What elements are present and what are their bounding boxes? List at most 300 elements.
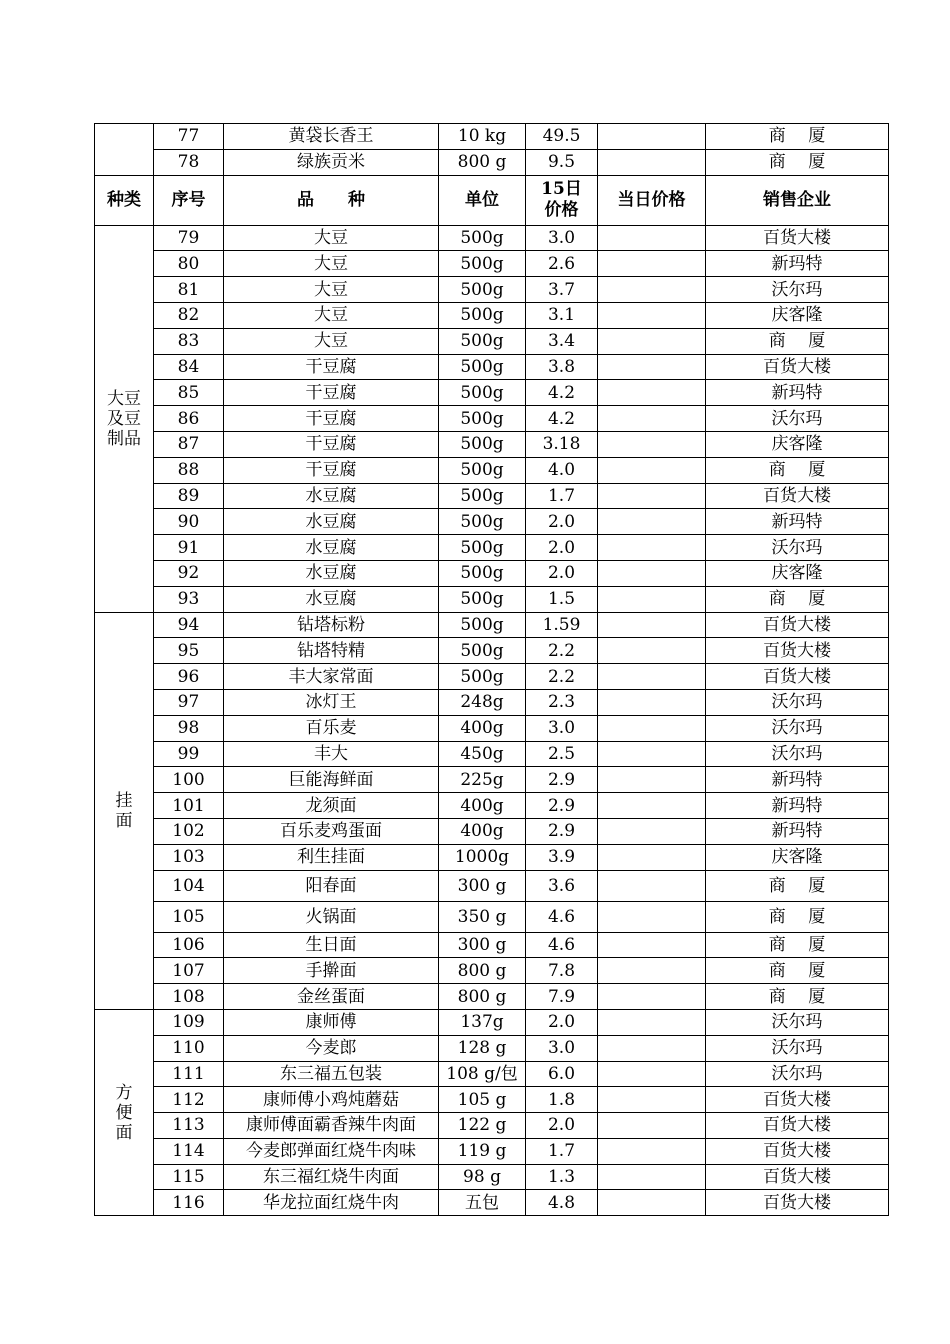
today-price [598, 149, 706, 175]
today-price [598, 870, 706, 901]
item-unit: 500g [439, 380, 526, 406]
item-name: 黄袋长香王 [224, 124, 439, 150]
price-15: 2.0 [526, 560, 598, 586]
table-row [95, 844, 889, 870]
price-15: 1.3 [526, 1164, 598, 1190]
price-15: 4.6 [526, 932, 598, 958]
row-number: 88 [154, 457, 224, 483]
row-number: 114 [154, 1138, 224, 1164]
item-name: 水豆腐 [224, 509, 439, 535]
item-unit: 500g [439, 302, 526, 328]
category-label-char: 面 [115, 810, 133, 831]
table-row [95, 354, 889, 380]
table-row [95, 251, 889, 277]
row-number: 91 [154, 535, 224, 561]
row-number: 98 [154, 715, 224, 741]
price-15: 2.6 [526, 251, 598, 277]
seller: 百货大楼 [706, 664, 889, 690]
item-unit: 500g [439, 354, 526, 380]
header-price-15-line2: 价格 [544, 200, 579, 221]
item-unit: 800 g [439, 149, 526, 175]
price-15: 2.5 [526, 741, 598, 767]
price-15: 3.7 [526, 277, 598, 303]
price-15: 3.8 [526, 354, 598, 380]
table-row [95, 1138, 889, 1164]
item-unit: 五包 [439, 1190, 526, 1216]
table-row [95, 1035, 889, 1061]
category-label-line: 制品 [107, 428, 141, 449]
row-number: 103 [154, 844, 224, 870]
table-row [95, 638, 889, 664]
table-row [95, 406, 889, 432]
item-unit: 98 g [439, 1164, 526, 1190]
item-unit: 225g [439, 767, 526, 793]
seller: 沃尔玛 [706, 689, 889, 715]
today-price [598, 1009, 706, 1035]
price-15: 7.8 [526, 958, 598, 984]
row-number: 90 [154, 509, 224, 535]
seller: 百货大楼 [706, 638, 889, 664]
today-price [598, 715, 706, 741]
item-name: 康师傅面霸香辣牛肉面 [224, 1113, 439, 1139]
item-unit: 500g [439, 509, 526, 535]
item-unit: 500g [439, 535, 526, 561]
item-name: 生日面 [224, 932, 439, 958]
price-15: 3.1 [526, 302, 598, 328]
table-row [95, 535, 889, 561]
item-unit: 400g [439, 793, 526, 819]
today-price [598, 354, 706, 380]
price-15: 3.0 [526, 1035, 598, 1061]
row-number: 89 [154, 483, 224, 509]
price-15: 1.5 [526, 586, 598, 612]
seller: 庆客隆 [706, 302, 889, 328]
price-15: 2.9 [526, 818, 598, 844]
item-unit: 500g [439, 586, 526, 612]
row-number: 105 [154, 901, 224, 932]
table-row [95, 1087, 889, 1113]
price-15: 2.9 [526, 793, 598, 819]
table-row [95, 277, 889, 303]
today-price [598, 483, 706, 509]
item-name: 康师傅小鸡炖蘑菇 [224, 1087, 439, 1113]
item-unit: 500g [439, 251, 526, 277]
item-name: 绿族贡米 [224, 149, 439, 175]
price-15: 49.5 [526, 124, 598, 150]
item-name: 今麦郎弹面红烧牛肉味 [224, 1138, 439, 1164]
row-number: 86 [154, 406, 224, 432]
seller: 新玛特 [706, 509, 889, 535]
row-number: 80 [154, 251, 224, 277]
item-name: 龙须面 [224, 793, 439, 819]
item-unit: 122 g [439, 1113, 526, 1139]
header-number: 序号 [154, 175, 224, 225]
seller: 沃尔玛 [706, 1035, 889, 1061]
row-number: 104 [154, 870, 224, 901]
today-price [598, 612, 706, 638]
seller: 百货大楼 [706, 225, 889, 251]
today-price [598, 741, 706, 767]
category-label-char: 面 [115, 1122, 133, 1143]
table-body [95, 124, 889, 1216]
seller: 商 厦 [706, 328, 889, 354]
header-category: 种类 [95, 175, 154, 225]
table-row [95, 1164, 889, 1190]
item-name: 百乐麦 [224, 715, 439, 741]
item-unit: 800 g [439, 984, 526, 1010]
row-number: 115 [154, 1164, 224, 1190]
seller: 商 厦 [706, 958, 889, 984]
today-price [598, 302, 706, 328]
price-15: 1.8 [526, 1087, 598, 1113]
price-15: 2.3 [526, 689, 598, 715]
seller: 商 厦 [706, 984, 889, 1010]
seller: 沃尔玛 [706, 1009, 889, 1035]
item-unit: 400g [439, 818, 526, 844]
item-name: 火锅面 [224, 901, 439, 932]
price-15: 3.6 [526, 870, 598, 901]
table-row [95, 664, 889, 690]
item-name: 大豆 [224, 277, 439, 303]
row-number: 78 [154, 149, 224, 175]
price-15: 2.2 [526, 638, 598, 664]
row-number: 87 [154, 431, 224, 457]
table-row [95, 431, 889, 457]
row-number: 94 [154, 612, 224, 638]
price-15: 2.0 [526, 1009, 598, 1035]
table-row [95, 124, 889, 150]
item-name: 巨能海鲜面 [224, 767, 439, 793]
today-price [598, 689, 706, 715]
item-unit: 300 g [439, 870, 526, 901]
item-unit: 119 g [439, 1138, 526, 1164]
price-15: 3.4 [526, 328, 598, 354]
seller: 新玛特 [706, 793, 889, 819]
table-row [95, 457, 889, 483]
item-name: 水豆腐 [224, 560, 439, 586]
table-row [95, 793, 889, 819]
price-15: 3.0 [526, 715, 598, 741]
row-number: 81 [154, 277, 224, 303]
row-number: 84 [154, 354, 224, 380]
item-unit: 500g [439, 560, 526, 586]
item-unit: 350 g [439, 901, 526, 932]
seller: 百货大楼 [706, 483, 889, 509]
item-name: 大豆 [224, 225, 439, 251]
seller: 沃尔玛 [706, 1061, 889, 1087]
header-price-15-line1: 15日 [541, 179, 582, 200]
category-label-line: 大豆 [107, 388, 141, 409]
table-row [95, 560, 889, 586]
today-price [598, 328, 706, 354]
today-price [598, 984, 706, 1010]
table-row [95, 302, 889, 328]
row-number: 101 [154, 793, 224, 819]
item-name: 钻塔特精 [224, 638, 439, 664]
table-row [95, 225, 889, 251]
header-today-price: 当日价格 [598, 175, 706, 225]
table-row [95, 149, 889, 175]
item-unit: 500g [439, 225, 526, 251]
header-unit: 单位 [439, 175, 526, 225]
today-price [598, 767, 706, 793]
item-name: 干豆腐 [224, 457, 439, 483]
category-cell [95, 124, 154, 176]
item-unit: 128 g [439, 1035, 526, 1061]
table-row [95, 612, 889, 638]
seller: 庆客隆 [706, 844, 889, 870]
item-name: 利生挂面 [224, 844, 439, 870]
item-unit: 500g [439, 328, 526, 354]
price-15: 7.9 [526, 984, 598, 1010]
item-name: 东三福红烧牛肉面 [224, 1164, 439, 1190]
category-cell [95, 1009, 154, 1215]
row-number: 85 [154, 380, 224, 406]
item-unit: 248g [439, 689, 526, 715]
row-number: 112 [154, 1087, 224, 1113]
row-number: 77 [154, 124, 224, 150]
header-row [95, 175, 889, 225]
seller: 庆客隆 [706, 431, 889, 457]
row-number: 102 [154, 818, 224, 844]
item-unit: 108 g/包 [439, 1061, 526, 1087]
price-15: 2.0 [526, 535, 598, 561]
today-price [598, 509, 706, 535]
row-number: 95 [154, 638, 224, 664]
seller: 百货大楼 [706, 1087, 889, 1113]
price-table [94, 123, 889, 1216]
item-unit: 500g [439, 612, 526, 638]
row-number: 96 [154, 664, 224, 690]
price-15: 9.5 [526, 149, 598, 175]
price-15: 1.7 [526, 483, 598, 509]
seller: 新玛特 [706, 767, 889, 793]
price-15: 3.9 [526, 844, 598, 870]
today-price [598, 818, 706, 844]
price-15: 3.18 [526, 431, 598, 457]
seller: 沃尔玛 [706, 535, 889, 561]
price-15: 4.2 [526, 406, 598, 432]
item-unit: 500g [439, 638, 526, 664]
item-unit: 500g [439, 406, 526, 432]
header-variety: 品 种 [224, 175, 439, 225]
table-row [95, 380, 889, 406]
today-price [598, 1164, 706, 1190]
row-number: 82 [154, 302, 224, 328]
row-number: 83 [154, 328, 224, 354]
item-name: 冰灯王 [224, 689, 439, 715]
item-unit: 500g [439, 277, 526, 303]
seller: 商 厦 [706, 901, 889, 932]
item-name: 阳春面 [224, 870, 439, 901]
price-15: 4.8 [526, 1190, 598, 1216]
item-name: 手擀面 [224, 958, 439, 984]
category-label-line: 及豆 [107, 408, 141, 429]
item-unit: 105 g [439, 1087, 526, 1113]
seller: 商 厦 [706, 932, 889, 958]
item-name: 今麦郎 [224, 1035, 439, 1061]
item-name: 大豆 [224, 328, 439, 354]
table-row [95, 870, 889, 901]
category-label-char: 便 [115, 1102, 133, 1123]
item-name: 百乐麦鸡蛋面 [224, 818, 439, 844]
table-row [95, 932, 889, 958]
price-15: 6.0 [526, 1061, 598, 1087]
today-price [598, 406, 706, 432]
today-price [598, 431, 706, 457]
row-number: 109 [154, 1009, 224, 1035]
table-row [95, 509, 889, 535]
table-row [95, 689, 889, 715]
price-15: 2.2 [526, 664, 598, 690]
seller: 百货大楼 [706, 1138, 889, 1164]
row-number: 107 [154, 958, 224, 984]
header-enterprise: 销售企业 [706, 175, 889, 225]
table-row [95, 1190, 889, 1216]
item-name: 康师傅 [224, 1009, 439, 1035]
today-price [598, 1061, 706, 1087]
category-label-char: 方 [115, 1082, 133, 1103]
row-number: 79 [154, 225, 224, 251]
seller: 商 厦 [706, 124, 889, 150]
item-name: 水豆腐 [224, 586, 439, 612]
table-row [95, 586, 889, 612]
price-15: 2.0 [526, 509, 598, 535]
today-price [598, 124, 706, 150]
item-name: 钻塔标粉 [224, 612, 439, 638]
item-name: 干豆腐 [224, 406, 439, 432]
row-number: 100 [154, 767, 224, 793]
seller: 百货大楼 [706, 1164, 889, 1190]
table-row [95, 984, 889, 1010]
row-number: 93 [154, 586, 224, 612]
item-unit: 450g [439, 741, 526, 767]
today-price [598, 586, 706, 612]
seller: 百货大楼 [706, 354, 889, 380]
seller: 商 厦 [706, 149, 889, 175]
today-price [598, 1035, 706, 1061]
price-15: 2.0 [526, 1113, 598, 1139]
seller: 商 厦 [706, 870, 889, 901]
today-price [598, 380, 706, 406]
category-cell [95, 225, 154, 612]
item-unit: 400g [439, 715, 526, 741]
item-unit: 300 g [439, 932, 526, 958]
item-name: 水豆腐 [224, 483, 439, 509]
item-unit: 500g [439, 457, 526, 483]
today-price [598, 664, 706, 690]
row-number: 111 [154, 1061, 224, 1087]
seller: 沃尔玛 [706, 741, 889, 767]
item-name: 大豆 [224, 251, 439, 277]
table-row [95, 767, 889, 793]
item-name: 大豆 [224, 302, 439, 328]
today-price [598, 901, 706, 932]
table-row [95, 1061, 889, 1087]
item-unit: 10 kg [439, 124, 526, 150]
table-row [95, 328, 889, 354]
price-15: 4.0 [526, 457, 598, 483]
item-name: 华龙拉面红烧牛肉 [224, 1190, 439, 1216]
category-cell [95, 612, 154, 1009]
item-name: 干豆腐 [224, 380, 439, 406]
seller: 商 厦 [706, 457, 889, 483]
today-price [598, 1190, 706, 1216]
price-15: 4.2 [526, 380, 598, 406]
price-15: 3.0 [526, 225, 598, 251]
table-row [95, 1113, 889, 1139]
today-price [598, 932, 706, 958]
table-row [95, 483, 889, 509]
item-unit: 1000g [439, 844, 526, 870]
seller: 商 厦 [706, 586, 889, 612]
today-price [598, 638, 706, 664]
item-unit: 500g [439, 431, 526, 457]
today-price [598, 958, 706, 984]
seller: 沃尔玛 [706, 715, 889, 741]
seller: 新玛特 [706, 380, 889, 406]
row-number: 92 [154, 560, 224, 586]
row-number: 108 [154, 984, 224, 1010]
row-number: 116 [154, 1190, 224, 1216]
today-price [598, 1138, 706, 1164]
table-row [95, 741, 889, 767]
seller: 沃尔玛 [706, 406, 889, 432]
today-price [598, 225, 706, 251]
row-number: 99 [154, 741, 224, 767]
seller: 百货大楼 [706, 1113, 889, 1139]
today-price [598, 1087, 706, 1113]
today-price [598, 535, 706, 561]
item-name: 丰大 [224, 741, 439, 767]
item-unit: 800 g [439, 958, 526, 984]
item-unit: 500g [439, 664, 526, 690]
category-label-char: 挂 [115, 790, 133, 811]
seller: 百货大楼 [706, 612, 889, 638]
seller: 庆客隆 [706, 560, 889, 586]
today-price [598, 277, 706, 303]
item-name: 干豆腐 [224, 431, 439, 457]
row-number: 110 [154, 1035, 224, 1061]
today-price [598, 793, 706, 819]
item-name: 水豆腐 [224, 535, 439, 561]
today-price [598, 844, 706, 870]
item-name: 干豆腐 [224, 354, 439, 380]
price-15: 1.7 [526, 1138, 598, 1164]
item-name: 金丝蛋面 [224, 984, 439, 1010]
seller: 百货大楼 [706, 1190, 889, 1216]
table-row [95, 958, 889, 984]
table-row [95, 818, 889, 844]
table-row [95, 1009, 889, 1035]
row-number: 113 [154, 1113, 224, 1139]
row-number: 106 [154, 932, 224, 958]
seller: 新玛特 [706, 818, 889, 844]
price-15: 2.9 [526, 767, 598, 793]
table-row [95, 901, 889, 932]
today-price [598, 251, 706, 277]
seller: 沃尔玛 [706, 277, 889, 303]
item-name: 丰大家常面 [224, 664, 439, 690]
seller: 新玛特 [706, 251, 889, 277]
item-name: 东三福五包装 [224, 1061, 439, 1087]
row-number: 97 [154, 689, 224, 715]
price-15: 4.6 [526, 901, 598, 932]
price-15: 1.59 [526, 612, 598, 638]
header-price-15 [526, 175, 598, 225]
today-price [598, 560, 706, 586]
item-unit: 137g [439, 1009, 526, 1035]
